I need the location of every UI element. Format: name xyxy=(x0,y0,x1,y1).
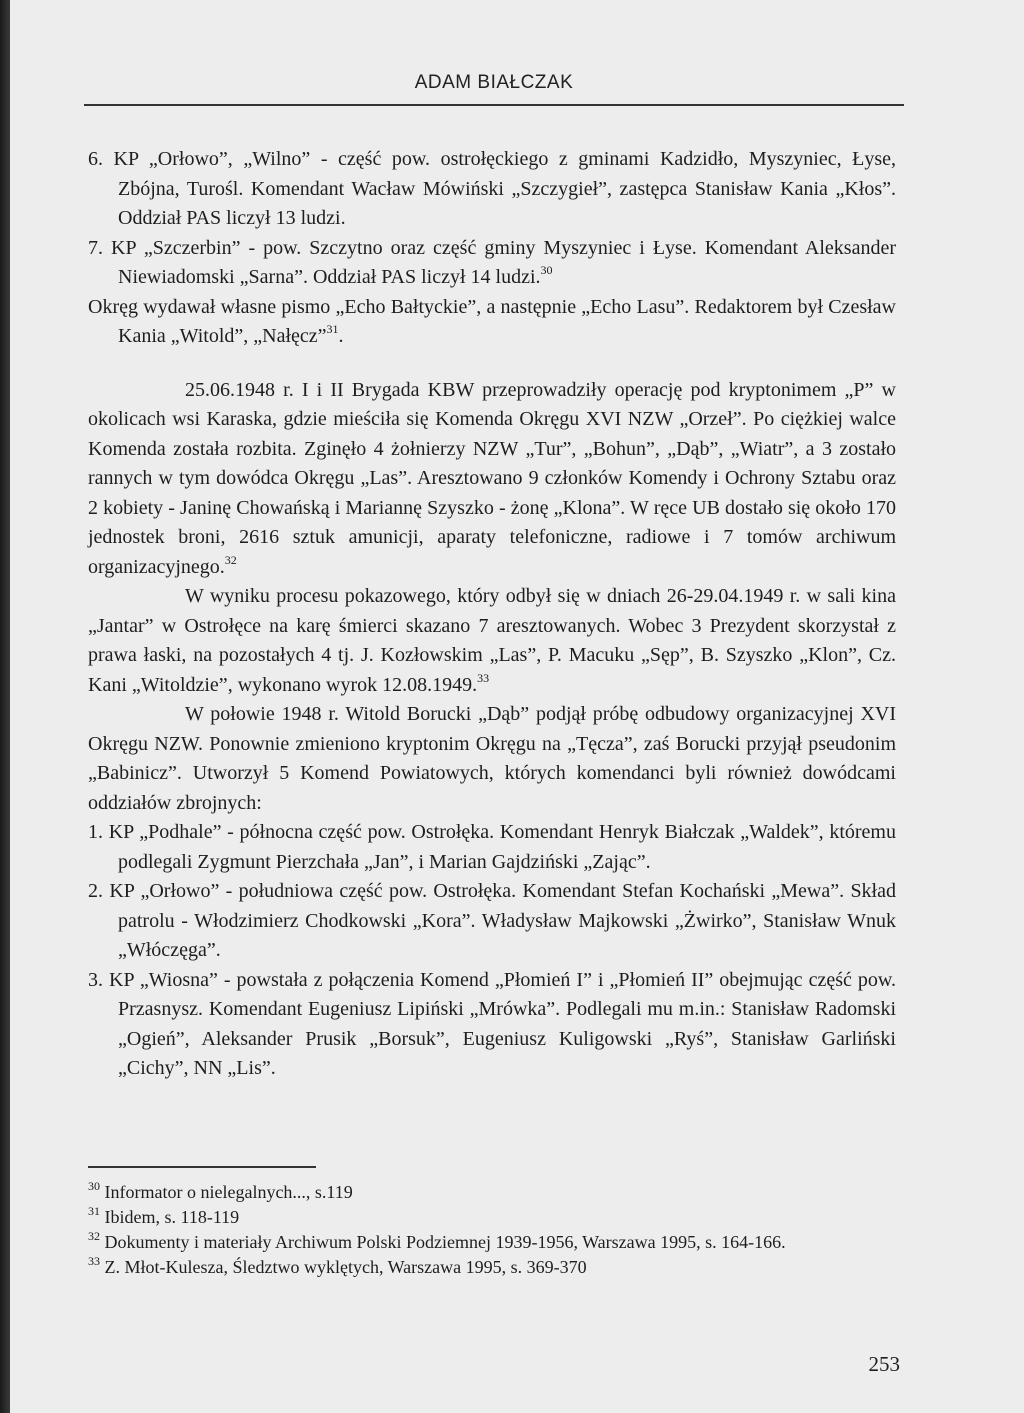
footnote-number: 31 xyxy=(88,1204,100,1218)
book-spine-shadow xyxy=(0,0,10,1413)
list-item-kp-orlowo: 2. KP „Orłowo” - południowa część pow. Ostrołęka. Komendant Stefan Kochański „Mewa”. Skład patrolu - Włodzimierz Chodkowski „Kora”. Władysław Majkowski „Żwirko”, Stanisław Wnuk „Włóczęga”. xyxy=(88,880,896,961)
footnote-number: 30 xyxy=(88,1179,100,1193)
footnote-ref-31: 31 xyxy=(326,322,339,336)
book-page xyxy=(10,0,1024,1413)
list-item-kp-orlowo-wilno: 6. KP „Orłowo”, „Wilno” - część pow. ostrołęckiego z gminami Kadzidło, Myszyniec, Łyse, Zbójna, Turośl. Komendant Wacław Mówiński „Szczygieł”, zastępca Stanisław Kania „Kłos”. Oddział PAS liczył 13 ludzi. xyxy=(88,148,896,229)
paragraph-okreg-pismo: Okręg wydawał własne pismo „Echo Bałtyckie”, a następnie „Echo Lasu”. Redaktorem był Czesław Kania „Witold”, „Nałęcz”$^{31}$. xyxy=(88,295,896,347)
footnotes xyxy=(88,1180,903,1280)
footnote-number: 33 xyxy=(88,1254,100,1268)
footnote-ref-30: 30 xyxy=(540,263,553,277)
list-item-kp-podhale: 1. KP „Podhale” - północna część pow. Ostrołęka. Komendant Henryk Białczak „Waldek”, któremu podlegali Zygmunt Pierzchała „Jan”, i Marian Gajdziński „Zając”. xyxy=(88,821,896,873)
footnote: $^{30}$ Informator o nielegalnych..., s.119 xyxy=(88,1179,353,1202)
footnote-ref-33: 33 xyxy=(477,670,490,685)
list-item-kp-szczerbin: 7. KP „Szczerbin” - pow. Szczytno oraz część gminy Myszyniec i Łyse. Komendant Aleksander Niewiadomski „Sarna”. Oddział PAS liczył 14 ludzi.$^{30}$ xyxy=(88,236,896,288)
footnote-number: 32 xyxy=(88,1229,100,1243)
footnote-ref-32: 32 xyxy=(224,552,237,567)
header-rule xyxy=(84,104,904,106)
paragraph-proces-pokazowy: W wyniku procesu pokazowego, który odbył się w dniach 26-29.04.1949 r. w sali kina „Jantar” w Ostrołęce na karę śmierci skazano 7 aresztowanych. Wobec 3 Prezydent skorzystał z prawa łaski, na pozostałych 4 tj. J. Kozłowskim „Las”, P. Macuku „Sęp”, B. Szyszko „Klon”, Cz. Kani „Witoldzie”, wykonano wyrok 12.08.1949.33 xyxy=(88,585,896,696)
list-item-kp-wiosna: 3. KP „Wiosna” - powstała z połączenia Komend „Płomień I” i „Płomień II” obejmując część pow. Przasnysz. Komendant Eugeniusz Lipiński „Mrówka”. Podlegali mu m.in.: Stanisław Radomski „Ogień”, Aleksander Prusik „Borsuk”, Eugeniusz Kuligowski „Ryś”, Stanisław Garliński „Cichy”, NN „Lis”. xyxy=(88,968,896,1079)
footnote: $^{32}$ Dokumenty i materiały Archiwum Polski Podziemnej 1939-1956, Warszawa 1995, s. 164-166. xyxy=(88,1229,786,1252)
footnote-separator xyxy=(88,1166,316,1168)
main-text xyxy=(88,145,896,1084)
footnote: $^{31}$ Ibidem, s. 118-119 xyxy=(88,1204,240,1227)
paragraph-odbudowa-okregu: W połowie 1948 r. Witold Borucki „Dąb” podjął próbę odbudowy organizacyjnej XVI Okręgu NZW. Ponownie zmieniono kryptonim Okręgu na „Tęcza”, zaś Borucki przyjął pseudonim „Babinicz”. Utworzył 5 Komend Powiatowych, których komendanci byli również dowódcami oddziałów zbrojnych: xyxy=(88,703,896,814)
running-header: ADAM BIAŁCZAK xyxy=(414,72,574,93)
page-number: 253 xyxy=(868,1352,900,1376)
footnote: $^{33}$ Z. Młot-Kulesza, Śledztwo wyklętych, Warszawa 1995, s. 369-370 xyxy=(88,1254,587,1277)
paragraph-operacja-1948: 25.06.1948 r. I i II Brygada KBW przeprowadziły operację pod kryptonimem „P” w okolicach wsi Karaska, gdzie mieściła się Komenda Okręgu XVI NZW „Orzeł”. Po ciężkiej walce Komenda została rozbita. Zginęło 4 żołnierzy NZW „Tur”, „Bohun”, „Dąb”, „Wiatr”, a 3 zostało rannych w tym dowódca Okręgu „Las”. Aresztowano 9 członków Komendy i Ochrony Sztabu oraz 2 kobiety - Janinę Chowańską i Mariannę Szyszko - żonę „Klona”. W ręce UB dostało się około 170 jednostek broni, 2616 sztuk amunicji, aparaty telefoniczne, radiowe i 7 tomów archiwum organizacyjnego.$^{32}$ xyxy=(88,378,896,578)
